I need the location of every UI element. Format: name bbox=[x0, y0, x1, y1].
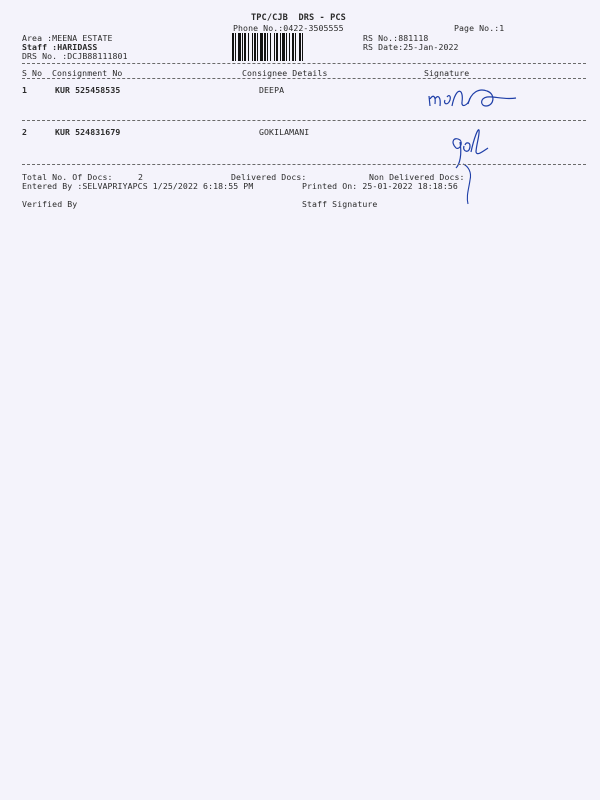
rs-date: RS Date:25-Jan-2022 bbox=[363, 42, 459, 52]
row-2-consignee: GOKILAMANI bbox=[259, 127, 310, 137]
total-docs-value: 2 bbox=[138, 172, 144, 182]
staff-signature-label: Staff Signature bbox=[302, 199, 378, 209]
page-number: Page No.:1 bbox=[454, 23, 505, 33]
divider bbox=[22, 78, 586, 79]
row-1-consignee: DEEPA bbox=[259, 85, 285, 95]
divider bbox=[22, 164, 586, 165]
row-2-consignment: KUR 524831679 bbox=[55, 127, 121, 137]
row-1-consignment: KUR 525458535 bbox=[55, 85, 121, 95]
column-header-sno: S No bbox=[22, 68, 43, 78]
column-header-consignment: Consignment No bbox=[52, 68, 123, 78]
column-header-consignee: Consignee Details bbox=[242, 68, 328, 78]
delivered-docs-label: Delivered Docs: bbox=[231, 172, 307, 182]
signature-1-handwritten bbox=[424, 82, 524, 120]
entered-by: Entered By :SELVAPRIYAPCS 1/25/2022 6:18:55 PM bbox=[22, 181, 254, 191]
document-title: TPC/CJB DRS - PCS bbox=[251, 13, 346, 23]
column-header-signature: Signature bbox=[424, 68, 470, 78]
rs-number: RS No.:881118 bbox=[363, 33, 429, 43]
phone-number: Phone No.:0422-3505555 bbox=[233, 23, 344, 33]
divider bbox=[22, 120, 586, 121]
area-label: Area :MEENA ESTATE bbox=[22, 33, 113, 43]
row-2-sno: 2 bbox=[22, 127, 28, 137]
barcode bbox=[231, 33, 357, 61]
signature-2-handwritten bbox=[446, 124, 498, 214]
divider bbox=[22, 63, 586, 64]
verified-by-label: Verified By bbox=[22, 199, 78, 209]
non-delivered-docs-label: Non Delivered Docs: bbox=[369, 172, 465, 182]
row-1-sno: 1 bbox=[22, 85, 28, 95]
staff-label: Staff :HARIDASS bbox=[22, 42, 98, 52]
drs-number: DRS No. :DCJB88111801 bbox=[22, 51, 128, 61]
printed-on: Printed On: 25-01-2022 18:18:56 bbox=[302, 181, 458, 191]
total-docs-label: Total No. Of Docs: bbox=[22, 172, 113, 182]
